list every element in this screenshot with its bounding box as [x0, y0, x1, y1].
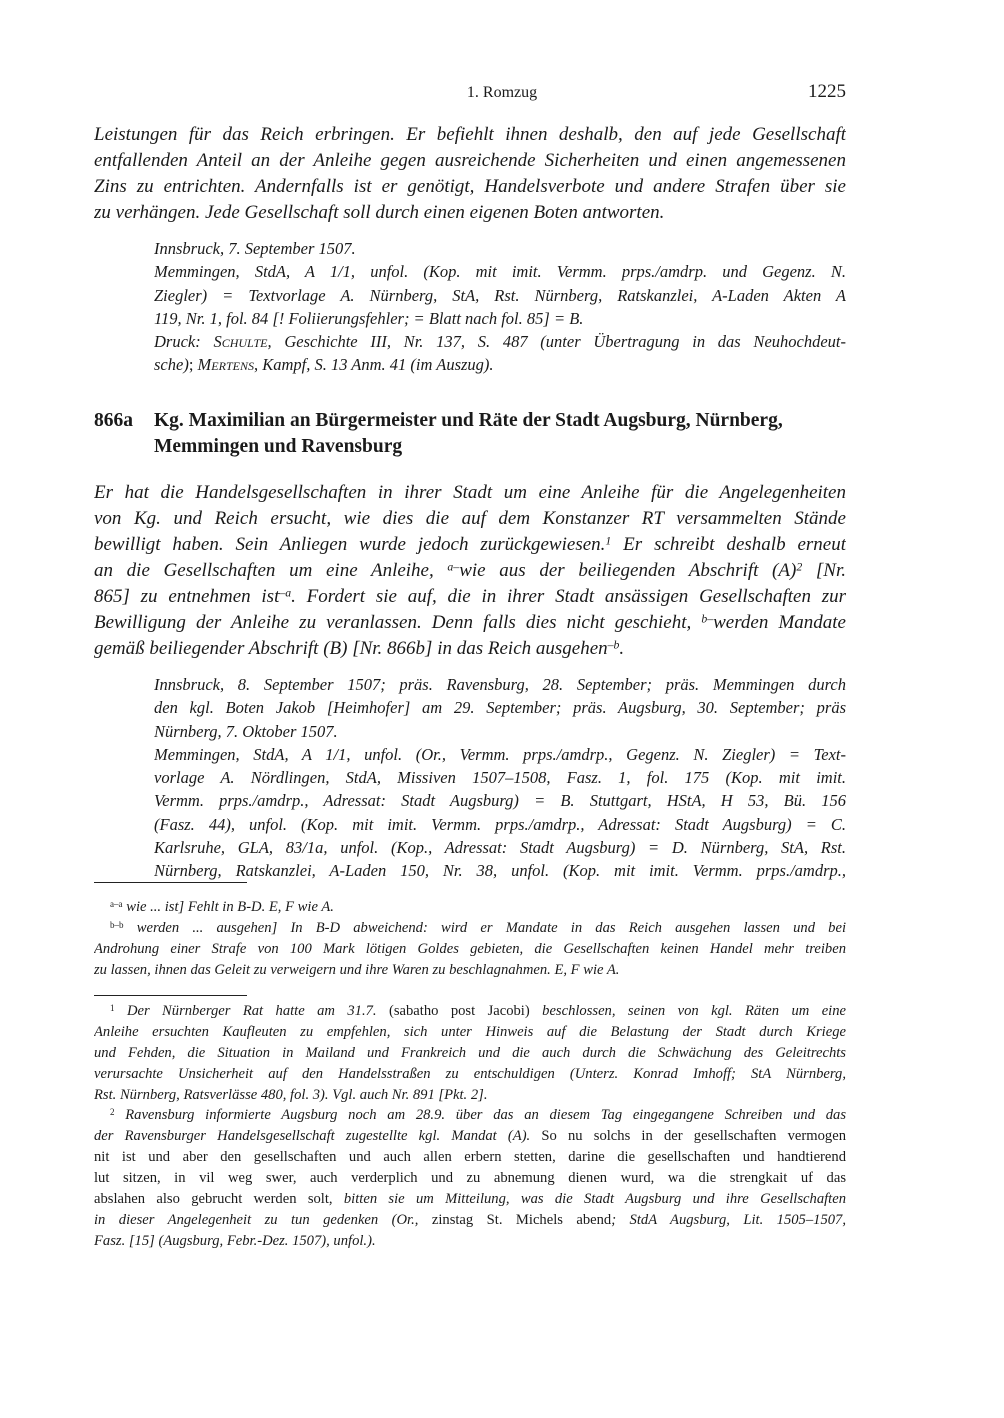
- text-line: [154, 766, 846, 789]
- text-line: [94, 174, 846, 200]
- small-caps-name: Schulte: [213, 332, 268, 352]
- italic-text: Fasz. [15] (Augsburg, Febr.-Dez. 1507), unfol.).: [94, 1232, 376, 1249]
- italic-text: 119, Nr. 1, fol. 84 [! Foliierungsfehler; = Blatt nach fol. 85] = B.: [154, 308, 584, 328]
- roman-text: ,: [253, 355, 263, 375]
- running-header: 1. Romzug: [466, 84, 538, 101]
- italic-text: Er schreibt deshalb erneut: [611, 534, 846, 555]
- italic-text: Innsbruck, 7. September 1507.: [154, 239, 356, 258]
- text-line: [94, 1001, 846, 1022]
- text-line: [94, 1085, 846, 1106]
- text-line: [94, 1126, 846, 1147]
- text-line: [94, 610, 846, 636]
- text-line: [94, 148, 846, 174]
- italic-text: zu lassen, ihnen das Geleit zu verweigern und ihre Waren zu beschlagnahmen. E, F wie A.: [94, 961, 620, 978]
- text-line: [154, 307, 846, 330]
- italic-text: Druck:: [154, 332, 214, 352]
- roman-text: So nu solchs in der gesellschaften vermogen: [530, 1128, 846, 1145]
- text-line: [94, 480, 846, 506]
- text-line: [94, 200, 846, 226]
- text-line: [94, 558, 846, 584]
- note-marker: b–b: [110, 919, 124, 930]
- italic-text: der Ravensburger Handelsgesellschaft zugestellte kgl. Mandat (A).: [94, 1128, 531, 1145]
- text-line: [94, 506, 846, 532]
- italic-text: an die Gesellschaften um eine Anleihe,: [94, 560, 448, 581]
- italic-text: den kgl. Boten Jakob [Heimhofer] am 29. September; präs. Augsburg, 30. September; präs: [154, 698, 846, 718]
- text-line: [94, 1168, 846, 1189]
- italic-text: [Nr.: [802, 560, 846, 581]
- roman-text: lut sitzen, in vil weg swer, auch verderplich und zu abnemung dienen wurd, wa die strengkait uf das: [94, 1170, 846, 1187]
- text-critical-notes: [94, 897, 846, 981]
- italic-text: Ziegler) = Textvorlage A. Nürnberg, StA, Rst. Nürnberg, Ratskanzlei, A-Laden Akten A: [154, 285, 846, 305]
- text-line: [94, 636, 846, 662]
- italic-text: Anleihe ersuchten Kaufleuten zu empfehlen, sich unter Hinweis auf die Belastung der Stadt durch Kriege: [94, 1023, 846, 1040]
- note-marker: 2: [796, 560, 803, 574]
- italic-text: Karlsruhe, GLA, 83/1a, unfol. (Kop., Adressat: Stadt Augsburg) = D. Nürnberg, StA, Rst.: [154, 838, 846, 858]
- footnote-divider: [94, 882, 247, 883]
- roman-text: nit ist und aber den gesellschaften und auch allen erbern stetten, darine die gesellschaften und handtierend: [94, 1149, 846, 1166]
- text-line: [154, 237, 846, 260]
- italic-text: (Fasz. 44), unfol. (Kop. mit imit. Vermm. prps./amdrp., Adressat: Stadt Augsburg) = C.: [154, 814, 846, 834]
- italic-text: Ravensburg informierte Augsburg noch am 28.9. über das an diesem Tag eingegangene Schreiben und das: [114, 1107, 846, 1124]
- italic-text: entfallenden Anteil an der Anleihe gegen ausreichende Sicherheiten und einen angemessenen: [94, 150, 846, 171]
- summary-paragraph: [94, 480, 846, 662]
- document-number: 866a: [94, 410, 133, 431]
- italic-text: beschlossen, seinen von kgl. Räten um eine: [542, 1003, 846, 1019]
- document-heading: [94, 408, 846, 460]
- roman-text: (sabatho post Jacobi): [376, 1003, 543, 1019]
- roman-text: abslahen also gebrucht werden solt,: [94, 1191, 344, 1208]
- italic-text: werden Mandate: [713, 612, 846, 633]
- italic-text: vorlage A. Nördlingen, StdA, Missiven 1507–1508, Fasz. 1, fol. 175 (Kop. mit imit.: [154, 768, 846, 788]
- text-line: [94, 1231, 846, 1252]
- source-notes-previous: [154, 237, 846, 377]
- italic-text: Zins zu entrichten. Andernfalls ist er genötigt, Handelsverbote und andere Strafen über sie: [94, 176, 846, 197]
- italic-text: Bewilligung der Anleihe zu veranlassen. Denn falls dies nicht geschieht,: [94, 612, 702, 633]
- italic-text: ; StdA Augsburg, Lit. 1505–1507,: [611, 1211, 846, 1228]
- italic-text: gemäß beiliegender Abschrift (B) [Nr. 866b] in das Reich ausgehen: [94, 638, 608, 659]
- note-marker: 2: [110, 1107, 115, 1118]
- italic-text: 865] zu entnehmen ist: [94, 586, 280, 607]
- italic-text: Der Nürnberger Rat hatte am 31.7.: [114, 1003, 377, 1019]
- text-line: [94, 1210, 846, 1231]
- italic-text: .: [619, 638, 625, 659]
- text-line: [94, 1147, 846, 1168]
- text-line: [94, 960, 846, 981]
- text-line: [94, 1043, 846, 1064]
- footnotes: [94, 1001, 846, 1252]
- note-marker: 1: [605, 534, 612, 548]
- text-line: [154, 789, 846, 812]
- text-line: [154, 353, 846, 376]
- italic-text: und Fehden, die Situation in Mailand und Frankreich und die auch durch die Schwächung des Geleitrechts: [94, 1044, 846, 1061]
- text-line: [154, 813, 846, 836]
- italic-text: Rst. Nürnberg, Ratsverlässe 480, fol. 3). Vgl. auch Nr. 891 [Pkt. 2].: [94, 1086, 488, 1103]
- text-line: [94, 939, 846, 960]
- italic-text: Memmingen, StdA, A 1/1, unfol. (Kop. mit imit. Vermm. prps./amdrp. und Gegenz. N.: [154, 262, 846, 282]
- note-marker: 1: [110, 1002, 115, 1013]
- text-line: [154, 284, 846, 307]
- text-line: [94, 122, 846, 148]
- roman-text: ;: [188, 355, 198, 375]
- italic-text: werden ... ausgehen] In B-D abweichend: wird er Mandate in das Reich ausgehen lassen und bei: [123, 919, 846, 936]
- document-title-line: Kg. Maximilian an Bürgermeister und Räte der Stadt Augsburg, Nürnberg,: [154, 410, 783, 431]
- text-line: [154, 859, 846, 882]
- italic-text: Kampf, S. 13 Anm. 41 (im Auszug).: [262, 355, 494, 375]
- italic-text: Nürnberg, 7. Oktober 1507.: [154, 721, 338, 741]
- text-line: [154, 836, 846, 859]
- note-marker: a–: [447, 560, 460, 574]
- italic-text: Memmingen, StdA, A 1/1, unfol. (Or., Vermm. prps./amdrp., Gegenz. N. Ziegler) = Text-: [154, 744, 846, 764]
- italic-text: Innsbruck, 8. September 1507; präs. Ravensburg, 28. September; präs. Memmingen durch: [154, 675, 846, 694]
- italic-text: bitten sie um Mitteilung, was die Stadt Augsburg und ihre Gesellschaften: [343, 1191, 846, 1208]
- italic-text: . Fordert sie auf, die in ihrer Stadt ansässigen Gesellschaften zur: [291, 586, 846, 607]
- document-title-line: Memmingen und Ravensburg: [154, 436, 403, 457]
- italic-text: Vermm. prps./amdrp., Adressat: Stadt Augsburg) = B. Stuttgart, HStA, H 53, Bü. 156: [154, 791, 846, 811]
- italic-text: Leistungen für das Reich erbringen. Er befiehlt ihnen deshalb, den auf jede Gesellschaft: [94, 124, 846, 145]
- text-line: [154, 720, 846, 743]
- note-marker: –b: [607, 638, 620, 652]
- text-line: [154, 696, 846, 719]
- page-number: 1225: [808, 81, 846, 102]
- italic-text: Nürnberg, Ratskanzlei, A-Laden 150, Nr. 38, unfol. (Kop. mit imit. Vermm. prps./amdrp.,: [154, 861, 846, 881]
- summary-paragraph-previous: [94, 122, 846, 226]
- italic-text: Androhung einer Strafe von 100 Mark lötigen Goldes gebieten, die Gesellschaften keinen Handel mehr treiben: [94, 940, 846, 957]
- text-line: [94, 1105, 846, 1126]
- note-marker: a–a: [110, 898, 123, 909]
- text-line: [154, 330, 846, 353]
- text-line: [94, 897, 846, 918]
- text-line: [154, 743, 846, 766]
- note-marker: b–: [701, 612, 714, 626]
- note-marker: –a: [279, 586, 292, 600]
- footnote-divider: [94, 995, 247, 996]
- italic-text: in dieser Angelegenheit zu tun gedenken (Or.,: [94, 1211, 432, 1228]
- small-caps-name: Mertens: [197, 355, 254, 375]
- text-line: [154, 260, 846, 283]
- text-line: [94, 1022, 846, 1043]
- italic-text: Er hat die Handelsgesellschaften in ihrer Stadt um eine Anleihe für die Angelegenheiten: [94, 482, 846, 503]
- italic-text: sche): [154, 355, 189, 375]
- italic-text: zu verhängen. Jede Gesellschaft soll durch einen eigenen Boten antworten.: [94, 202, 665, 223]
- text-line: [94, 1064, 846, 1085]
- italic-text: verursachte Unsicherheit auf den Handelsstraßen zu entschuldigen (Unterz. Konrad Imhoff; StA Nürnberg,: [94, 1065, 846, 1082]
- text-line: [154, 673, 846, 696]
- text-line: [94, 918, 846, 939]
- italic-text: wie aus der beiliegenden Abschrift (A): [459, 560, 797, 581]
- italic-text: wie ... ist] Fehlt in B-D. E, F wie A.: [122, 899, 334, 915]
- italic-text: von Kg. und Reich ersucht, wie dies die auf dem Konstanzer RT versammelten Stände: [94, 508, 846, 529]
- roman-text: zinstag St. Michels abend: [431, 1211, 612, 1228]
- text-line: [94, 584, 846, 610]
- italic-text: , Geschichte III, Nr. 137, S. 487 (unter Übertragung in das Neuhochdeut-: [267, 332, 846, 352]
- italic-text: bewilligt haben. Sein Anliegen wurde jedoch zurückgewiesen.: [94, 534, 606, 555]
- source-notes: [154, 673, 846, 883]
- text-line: [94, 532, 846, 558]
- text-line: [94, 1189, 846, 1210]
